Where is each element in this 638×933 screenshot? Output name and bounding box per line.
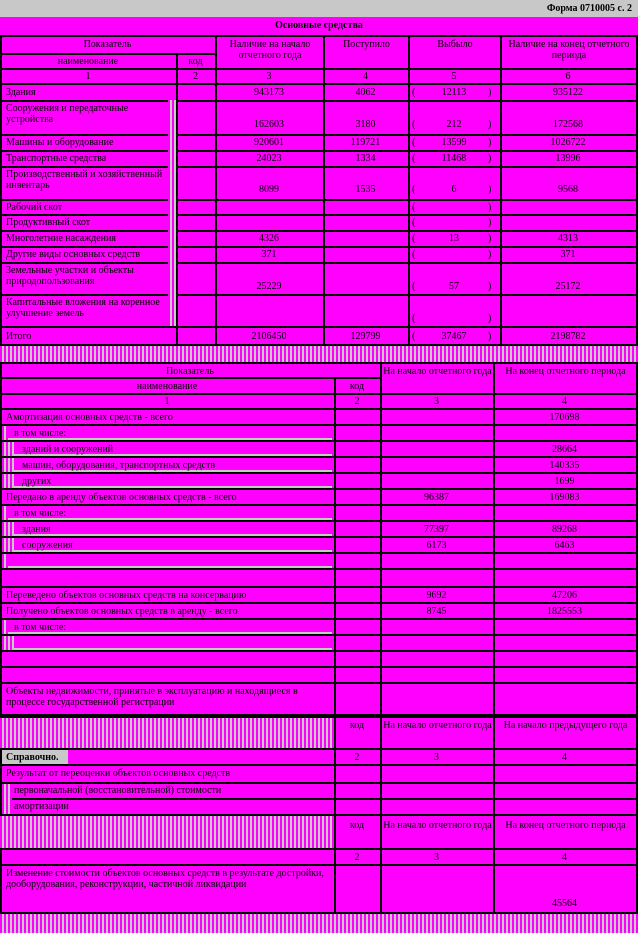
- s2-row-end: 1699: [554, 476, 575, 487]
- s3-row-label: первоначальной (восстановительной) стоимости: [14, 785, 222, 796]
- s1-row-end: 13996: [555, 153, 581, 164]
- s2-row-end: 47206: [552, 590, 577, 601]
- s2-row-name: других: [22, 476, 52, 487]
- s4-code-header: код: [349, 820, 365, 831]
- s1-row-name: Капитальные вложения на коренное улучшение земель: [6, 297, 160, 319]
- s2-row-name: в том числе:: [14, 508, 67, 519]
- s1-colnum-2: 2: [193, 71, 198, 82]
- s2-row-begin: 96387: [424, 492, 449, 503]
- s1-row-paren-open: (: [412, 313, 416, 324]
- s1-row-paren-close: ): [488, 184, 492, 195]
- s1-row-begin: 920601: [254, 137, 284, 148]
- s1-row-received: 119721: [350, 137, 381, 148]
- s1-row-paren-open: (: [412, 137, 416, 148]
- s1-row-paren-open: (: [412, 331, 416, 342]
- s1-row-paren-close: ): [488, 313, 492, 324]
- s1-row-end: 4313: [558, 233, 578, 244]
- form-number: Форма 0710005 с. 2: [546, 3, 632, 14]
- s1-row-name: Транспортные средства: [6, 153, 107, 164]
- s3-colnum-3: 3: [434, 752, 439, 763]
- s1-row-paren-close: ): [488, 217, 492, 228]
- s2-row-end: 6463: [554, 540, 575, 551]
- s1-row-name: Другие виды основных средств: [6, 249, 141, 260]
- s1-row-begin: 24023: [256, 153, 282, 164]
- s3-colnum-4: 4: [562, 752, 567, 763]
- s4-begin-header: На начало отчетного года: [383, 820, 492, 831]
- s2-begin-header: На начало отчетного года: [383, 366, 492, 377]
- s1-row-paren-open: (: [412, 87, 416, 98]
- s1-row-paren-open: (: [412, 184, 416, 195]
- s1-row-end: 172568: [553, 119, 583, 130]
- s1-row-disposed: 11468: [441, 153, 467, 164]
- s1-row-name: Сооружения и передаточные устройства: [6, 103, 129, 125]
- s1-colnum-3: 3: [266, 71, 272, 82]
- s1-row-paren-close: ): [488, 87, 492, 98]
- s1-row-begin: 25229: [256, 281, 282, 292]
- top-band: [0, 0, 638, 17]
- s2-row-end: 169083: [549, 492, 580, 503]
- s1-row-paren-open: (: [412, 281, 416, 292]
- s2-row-name: зданий и сооружений: [22, 444, 114, 455]
- s2-row-name: Переведено объектов основных средств на консервацию: [6, 590, 247, 601]
- s4-row-end: 45564: [552, 898, 577, 909]
- s1-row-end: 9568: [558, 184, 578, 195]
- s4-row-label: Изменение стоимости объектов основных средств в результате достройки, дооборудования, реконструкции, частичной ликвидации: [6, 868, 324, 890]
- s2-row-name: Получено объектов основных средств в аренду - всего: [6, 606, 238, 617]
- s1-row-paren-open: (: [412, 217, 416, 228]
- s1-row-end: 2198782: [550, 331, 586, 342]
- s2-row-begin: 9692: [426, 590, 447, 601]
- s1-row-paren-open: (: [412, 202, 416, 213]
- s1-row-paren-open: (: [412, 249, 416, 260]
- s1-row-paren-open: (: [412, 153, 416, 164]
- s1-row-name: Земельные участки и объекты природопользования: [6, 265, 134, 287]
- s2-row-name: здания: [22, 524, 51, 535]
- s2-row-end: 140335: [549, 460, 580, 471]
- s1-row-paren-open: (: [412, 233, 416, 244]
- s1-name-header: наименование: [57, 56, 119, 67]
- s1-row-paren-close: ): [488, 249, 492, 260]
- s1-row-paren-close: ): [488, 137, 492, 148]
- s1-row-paren-close: ): [488, 153, 492, 164]
- separator-band: [0, 346, 638, 362]
- s1-row-begin: 4326: [259, 233, 279, 244]
- s2-code-header: код: [349, 381, 365, 392]
- s3-colnum-2: 2: [354, 752, 360, 763]
- s1-colnum-1: 1: [85, 71, 91, 82]
- s1-row-paren-close: ): [488, 281, 492, 292]
- s1-row-paren-close: ): [488, 233, 492, 244]
- s1-row-end: 371: [560, 249, 576, 260]
- s1-row-name: Производственный и хозяйственный инвентарь: [6, 169, 163, 191]
- s1-row-name: Машины и оборудование: [6, 137, 114, 148]
- s3-begin-header: На начало отчетного года: [383, 720, 492, 731]
- s3-row-label: Результат от переоценки объектов основных средств: [6, 768, 231, 779]
- s1-row-disposed: 6: [451, 184, 457, 195]
- s1-row-paren-close: ): [488, 202, 492, 213]
- s1-row-paren-close: ): [488, 119, 492, 130]
- s1-row-end: 1026722: [550, 137, 586, 148]
- s2-colnum-2: 2: [354, 396, 360, 407]
- s2-row-begin: 6173: [426, 540, 447, 551]
- s1-row-received: 4062: [355, 87, 376, 98]
- s1-row-disposed: 13: [449, 233, 459, 244]
- s1-row-begin: 943173: [254, 87, 284, 98]
- s1-received-header: Поступило: [343, 39, 390, 50]
- s4-colnum-2: 2: [354, 852, 360, 863]
- s1-colnum-4: 4: [363, 71, 368, 82]
- s1-row-begin: 162603: [254, 119, 284, 130]
- s2-name-header: наименование: [136, 381, 198, 392]
- s1-row-paren-close: ): [488, 331, 492, 342]
- s4-colnum-3: 3: [434, 852, 439, 863]
- s1-row-received: 3180: [355, 119, 376, 130]
- s1-disposed-header: Выбыло: [437, 39, 473, 50]
- s2-row-name: Передано в аренду объектов основных средств - всего: [6, 492, 237, 503]
- s3-row-label: амортизации: [14, 801, 69, 812]
- s1-row-end: 25172: [555, 281, 581, 292]
- s1-row-disposed: 57: [449, 281, 459, 292]
- s1-row-disposed: 13599: [441, 137, 467, 148]
- s2-row-end: 28664: [552, 444, 577, 455]
- s2-row-end: 89268: [552, 524, 577, 535]
- s1-begin-header: Наличие на начало отчетного года: [229, 39, 311, 61]
- s2-indicator-header: Показатель: [166, 366, 214, 377]
- s1-row-received: 1334: [355, 153, 376, 164]
- s1-end-header: Наличие на конец отчетного периода: [508, 39, 630, 61]
- s1-colnum-5: 5: [451, 71, 457, 82]
- s1-row-paren-open: (: [412, 119, 416, 130]
- s1-row-disposed: 12113: [441, 87, 467, 98]
- s2-row-name: Амортизация основных средств - всего: [6, 412, 173, 423]
- s3-code-header: код: [349, 720, 365, 731]
- s2-row-begin: 77397: [424, 524, 449, 535]
- s1-colnum-6: 6: [565, 71, 571, 82]
- s4-colnum-4: 4: [562, 852, 567, 863]
- s1-row-name: Здания: [6, 87, 36, 98]
- s1-row-name: Рабочий скот: [6, 202, 63, 213]
- s2-row-name: сооружения: [22, 540, 73, 551]
- reference-label: Справочно.: [6, 752, 59, 763]
- s1-row-end: 935122: [553, 87, 583, 98]
- s1-code-header: код: [188, 56, 203, 67]
- s1-row-begin: 2106450: [251, 331, 287, 342]
- s4-end-header: На конец отчетного периода: [505, 820, 626, 831]
- s3-prev-header: На начало предыдущего года: [503, 720, 628, 731]
- s2-row-end: 170698: [549, 412, 580, 423]
- s2-end-header: На конец отчетного периода: [505, 366, 626, 377]
- s2-row-name: машин, оборудования, транспортных средств: [22, 460, 216, 471]
- s2-row-begin: 8745: [426, 606, 447, 617]
- s1-row-name: Продуктивный скот: [6, 217, 91, 228]
- section1-title: Основные средства: [275, 20, 363, 31]
- s1-row-name: Многолетние насаждения: [6, 233, 116, 244]
- s2-row-end: 1825553: [547, 606, 582, 617]
- s2-colnum-4: 4: [562, 396, 567, 407]
- s2-row-name: Объекты недвижимости, принятые в эксплуатацию и находящиеся в процессе государственной регистрации: [6, 686, 298, 708]
- s1-row-begin: 8099: [259, 184, 279, 195]
- s1-indicator-header: Показатель: [83, 39, 132, 50]
- s1-row-disposed: 212: [446, 119, 462, 130]
- s1-row-disposed: 37467: [441, 331, 467, 342]
- bottom-band: [0, 914, 638, 933]
- s1-row-name: Итого: [6, 331, 32, 342]
- s1-row-received: 1535: [355, 184, 376, 195]
- s1-row-received: 129799: [350, 331, 381, 342]
- s1-row-begin: 371: [261, 249, 277, 260]
- s2-colnum-1: 1: [164, 396, 170, 407]
- s2-colnum-3: 3: [434, 396, 439, 407]
- s2-row-name: в том числе:: [14, 428, 67, 439]
- s2-row-name: в том числе:: [14, 622, 67, 633]
